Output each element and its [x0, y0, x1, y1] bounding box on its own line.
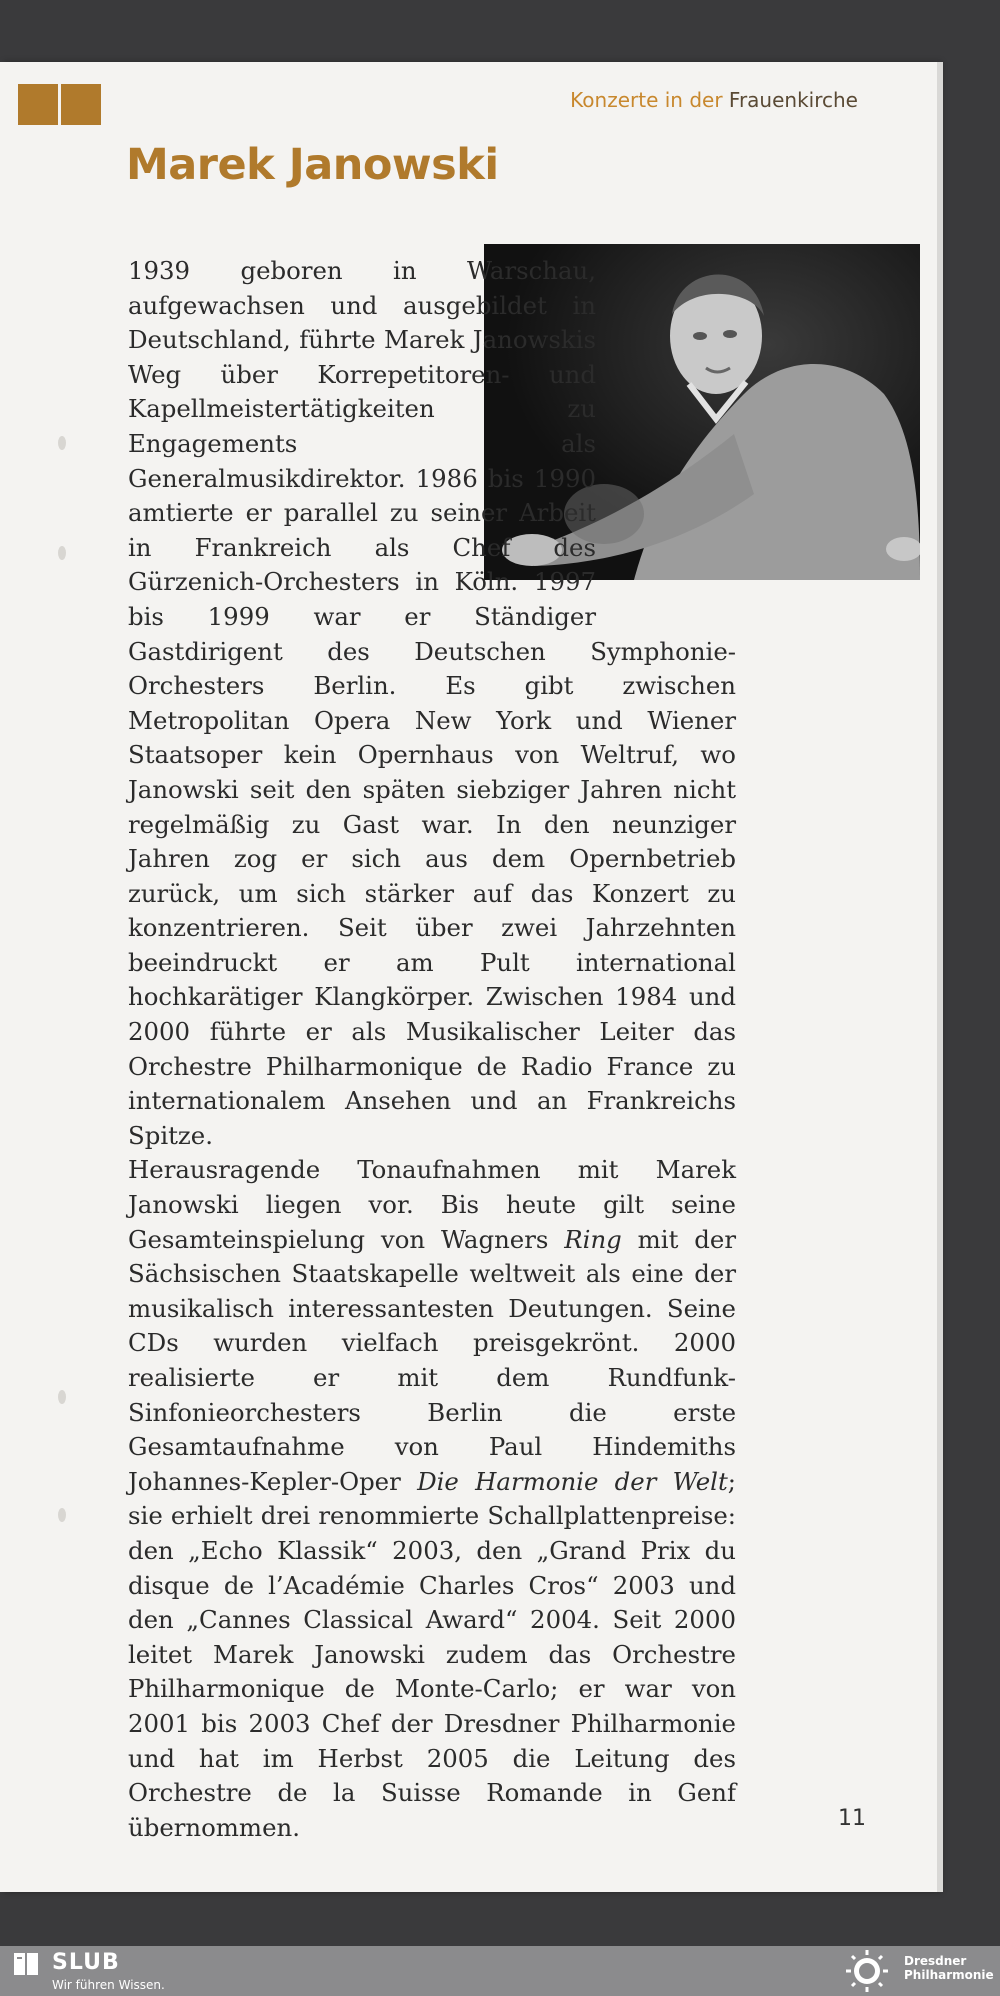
article-title: Marek Janowski	[126, 140, 499, 190]
article-body	[128, 254, 736, 1845]
slub-tagline: Wir führen Wissen.	[52, 1978, 165, 1992]
section-header-rest: Frauenkirche	[728, 88, 858, 112]
punch-hole	[58, 1508, 66, 1522]
sunburst-circle-icon	[842, 1948, 892, 1994]
recordings-text-a: Herausragende Tonaufnahmen mit Marek Janowski liegen vor. Bis heute gilt seine Gesamteinspielung von Wagners	[128, 1155, 736, 1254]
section-header-highlight: Konzerte in der	[570, 88, 723, 112]
punch-hole	[58, 546, 66, 560]
paragraph-biography	[128, 254, 736, 1153]
accent-block-left	[18, 84, 58, 125]
dp-line-2: Philharmonie	[904, 1968, 994, 1982]
punch-hole	[58, 436, 66, 450]
dresdner-philharmonie-logo-text[interactable]	[904, 1954, 994, 1982]
slub-logo-text[interactable]: SLUB	[52, 1950, 120, 1975]
accent-block-right	[61, 84, 101, 125]
page-edge	[937, 62, 943, 1892]
recordings-text-b: mit der Sächsischen Staatskapelle weltweit als eine der musikalisch interessantesten Deutungen. Seine CDs wurden vielfach preisgekrönt. 2000 realisierte er mit dem Rundfunk-Sinfonieorchesters Berlin die erste Gesamtaufnahme von Paul Hindemiths Johannes-Kepler-Oper	[128, 1224, 736, 1496]
recordings-text-c: ; sie erhielt drei renommierte Schallplattenpreise: den „Echo Klassik“ 2003, den „Grand Prix du disque de l’Académie Charles Cros“ 2003 und den „Cannes Classical Award“ 2004. Seit 2000 leitet Marek Janowski zudem das Orchestre Philharmonique de Monte-Carlo; er war von 2001 bis 2003 Chef der Dresdner Philharmonie und hat im Herbst 2005 die Leitung des Orchestre de la Suisse Romande in Genf übernommen.	[128, 1466, 737, 1842]
slub-book-icon	[14, 1953, 38, 1975]
paragraph-recordings	[128, 1153, 736, 1845]
work-title-ring: Ring	[564, 1224, 622, 1254]
paragraph-biography-text: 1939 geboren in Warschau, aufgewachsen und ausgebildet in Deutschland, führte Marek Janowskis Weg über Korrepetitoren- und Kapellmeistertätigkeiten zu Engagements als Generalmusikdirektor. 1986 bis 1990 amtierte er parallel zu seiner Arbeit in Frankreich als Chef des Gürzenich-Orchesters in Köln. 1997 bis 1999 war er Ständiger Gastdirigent des Deutschen Symphonie-Orchesters Berlin. Es gibt zwischen Metropolitan Opera New York und Wiener Staatsoper kein Opernhaus von Weltruf, wo Janowski seit den späten siebziger Jahren nicht regelmäßig zu Gast war. In den neunziger Jahren zog er sich aus dem Opernbetrieb zurück, um sich stärker auf das Konzert zu konzentrieren. Seit über zwei Jahrzehnten beeindruckt er am Pult international hochkarätiger Klangkörper. Zwischen 1984 und 2000 führte er als Musikalischer Leiter das Orchestre Philharmonique de Radio France zu internationalem Ansehen und an Frankreichs Spitze.	[128, 256, 736, 1150]
page-number: 11	[838, 1806, 866, 1831]
dp-line-1: Dresdner	[904, 1954, 967, 1968]
punch-hole	[58, 1390, 66, 1404]
photo-spacer	[596, 254, 736, 610]
section-header	[570, 88, 858, 112]
work-title-opera: Die Harmonie der Welt	[417, 1466, 728, 1496]
